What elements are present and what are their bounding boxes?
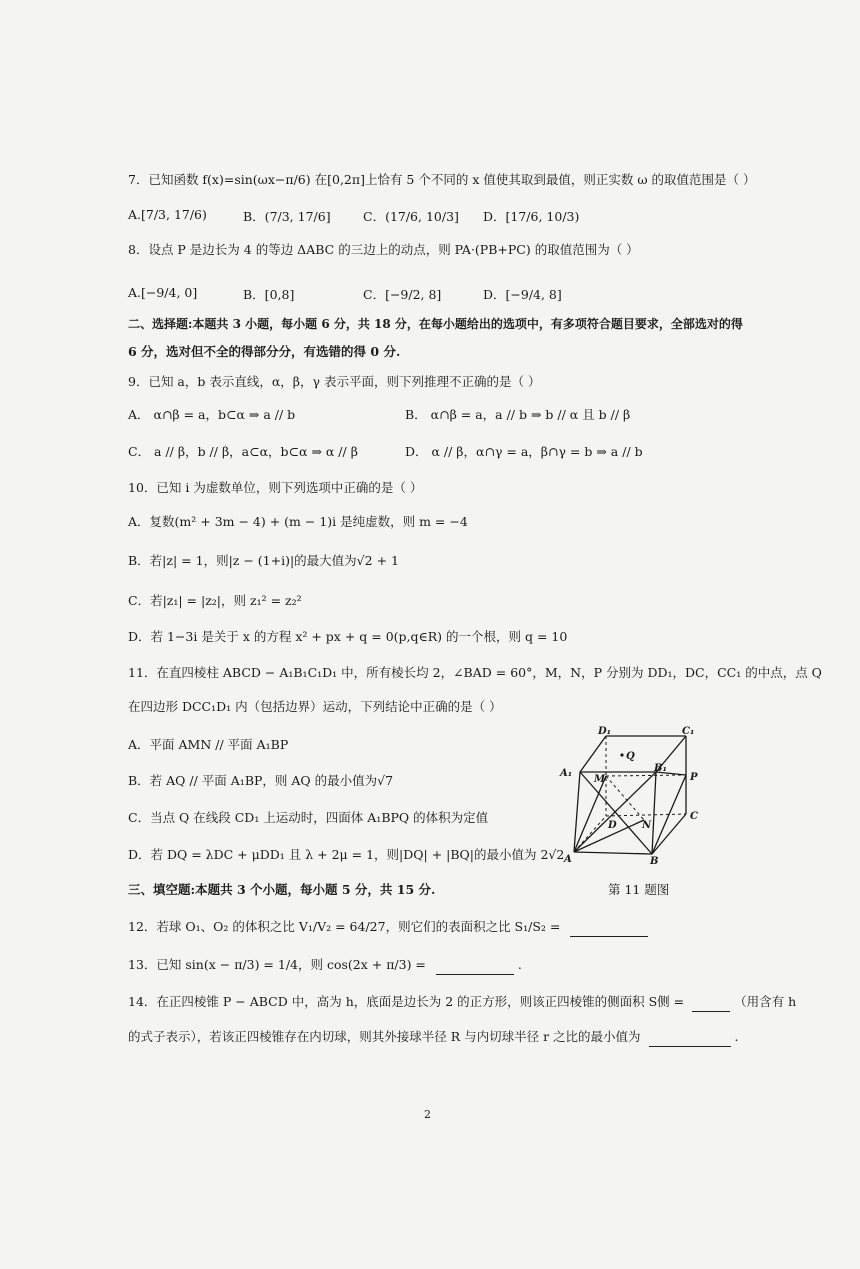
q8-option-d: D．[−9/4, 8] xyxy=(483,287,562,302)
q14-stem-line2-end: . xyxy=(734,1029,739,1044)
label-b: B xyxy=(650,856,659,864)
q11-figure-caption: 第 11 题图 xyxy=(608,882,670,897)
q14-line1 xyxy=(128,992,796,1012)
q12-answer-blank[interactable] xyxy=(570,922,648,937)
hidden-line-m-p xyxy=(606,775,686,776)
q11-stem-line1: 11．在直四棱柱 ABCD − A₁B₁C₁D₁ 中，所有棱长均 2，∠BAD = 60°，M，N，P 分别为 DD₁，DC，CC₁ 的中点，点 Q xyxy=(128,665,822,680)
q9-option-b: B． α∩β = a，a // b ⇒ b // α 且 b // β xyxy=(405,407,631,422)
q8-option-c: C．[−9/2, 8] xyxy=(363,287,442,302)
q12-line xyxy=(128,917,648,937)
q13-line xyxy=(128,955,522,975)
q14-lateral-area-blank[interactable] xyxy=(692,997,730,1012)
label-c1: C₁ xyxy=(682,726,695,737)
edge-b1-b xyxy=(652,772,656,854)
q14-line2 xyxy=(128,1027,739,1047)
label-b1: B₁ xyxy=(654,763,667,774)
q9-option-a: A． α∩β = a，b⊂α ⇒ a // b xyxy=(128,407,296,422)
q10-option-d: D．若 1−3i 是关于 x 的方程 x² + px + q = 0(p,q∈R) 的一个根，则 q = 10 xyxy=(128,629,568,644)
label-a1: A₁ xyxy=(560,768,573,779)
q14-ratio-blank[interactable] xyxy=(649,1032,731,1047)
hidden-line-m-n xyxy=(606,776,644,820)
label-a: A xyxy=(564,854,572,864)
label-d1: D₁ xyxy=(598,726,612,737)
q11-option-b: B．若 AQ // 平面 A₁BP，则 AQ 的最小值为√7 xyxy=(128,773,394,788)
hidden-edge-a-d xyxy=(574,816,606,852)
q14-stem-line1: 14．在正四棱锥 P − ABCD 中，高为 h，底面是边长为 2 的正方形，则该正四棱锥的侧面积 S侧 = xyxy=(128,994,685,1009)
q7-option-d: D．[17/6, 10/3) xyxy=(483,209,580,224)
q13-end: . xyxy=(517,957,522,972)
q10-option-a: A．复数(m² + 3m − 4) + (m − 1)i 是纯虚数，则 m = −4 xyxy=(128,514,468,529)
edge-b-c xyxy=(652,814,686,854)
q9-option-d: D． α // β，α∩γ = a，β∩γ = b ⇒ a // b xyxy=(405,444,643,459)
q8-option-b: B．[0,8] xyxy=(243,287,295,302)
label-q: Q xyxy=(626,751,635,762)
q14-stem-line2: 的式子表示），若该正四棱锥存在内切球，则其外接球半径 R 与内切球半径 r 之比的最小值为 xyxy=(128,1029,641,1044)
q7-stem: 7．已知函数 f(x)=sin(ωx−π/6) 在[0,2π]上恰有 5 个不同的 x 值使其取到最值，则正实数 ω 的取值范围是（ ） xyxy=(128,172,756,187)
q12-stem: 12．若球 O₁、O₂ 的体积之比 V₁/V₂ = 64/27，则它们的表面积之比 S₁/S₂ = xyxy=(128,919,561,934)
point-q xyxy=(620,753,623,756)
q10-stem: 10．已知 i 为虚数单位，则下列选项中正确的是（ ） xyxy=(128,480,423,495)
q11-option-d: D．若 DQ = λDC + μDD₁ 且 λ + 2μ = 1，则|DQ| + |BQ|的最小值为 2√2 xyxy=(128,847,565,862)
q11-stem-line2: 在四边形 DCC₁D₁ 内（包括边界）运动，下列结论中正确的是（ ） xyxy=(128,699,502,714)
label-n: N xyxy=(642,820,652,831)
q9-stem: 9．已知 a，b 表示直线，α，β，γ 表示平面，则下列推理不正确的是（ ） xyxy=(128,374,541,389)
section2-heading-line2: 6 分，选对但不全的得部分分，有选错的得 0 分. xyxy=(128,344,401,359)
label-p: P xyxy=(690,772,698,783)
section3-heading: 三、填空题:本题共 3 个小题，每小题 5 分，共 15 分. xyxy=(128,882,436,897)
q11-prism-figure xyxy=(558,724,708,864)
q14-stem-line1-tail: （用含有 h xyxy=(734,994,797,1009)
label-d: D xyxy=(608,820,617,831)
q7-option-a: A.[7/3, 17/6) xyxy=(128,207,207,222)
section2-heading-line1: 二、选择题:本题共 3 小题，每小题 6 分，共 18 分，在每小题给出的选项中，有多项符合题目要求，全部选对的得 xyxy=(128,317,743,331)
edge-a-b xyxy=(574,852,652,854)
q7-option-c: C．(17/6, 10/3] xyxy=(363,209,459,224)
q8-stem: 8．设点 P 是边长为 4 的等边 ΔABC 的三边上的动点，则 PA·(PB+PC) 的取值范围为（ ） xyxy=(128,242,639,257)
q10-option-b: B．若|z| = 1，则|z − (1+i)|的最大值为√2 + 1 xyxy=(128,553,399,568)
q13-stem: 13．已知 sin(x − π/3) = 1/4，则 cos(2x + π/3) = xyxy=(128,957,426,972)
q11-option-a: A．平面 AMN // 平面 A₁BP xyxy=(128,737,289,752)
q11-option-c: C．当点 Q 在线段 CD₁ 上运动时，四面体 A₁BPQ 的体积为定值 xyxy=(128,810,489,825)
q10-option-c: C．若|z₁| = |z₂|，则 z₁² = z₂² xyxy=(128,593,302,608)
label-c: C xyxy=(690,811,698,822)
edge-a1-d1 xyxy=(580,736,606,772)
q13-answer-blank[interactable] xyxy=(436,960,514,975)
q9-option-c: C． a // β，b // β，a⊂α，b⊂α ⇒ α // β xyxy=(128,444,358,459)
page-number: 2 xyxy=(424,1108,431,1121)
q7-option-b: B．(7/3, 17/6] xyxy=(243,209,331,224)
q8-option-a: A.[−9/4, 0] xyxy=(128,285,198,300)
label-m: M xyxy=(594,774,606,785)
